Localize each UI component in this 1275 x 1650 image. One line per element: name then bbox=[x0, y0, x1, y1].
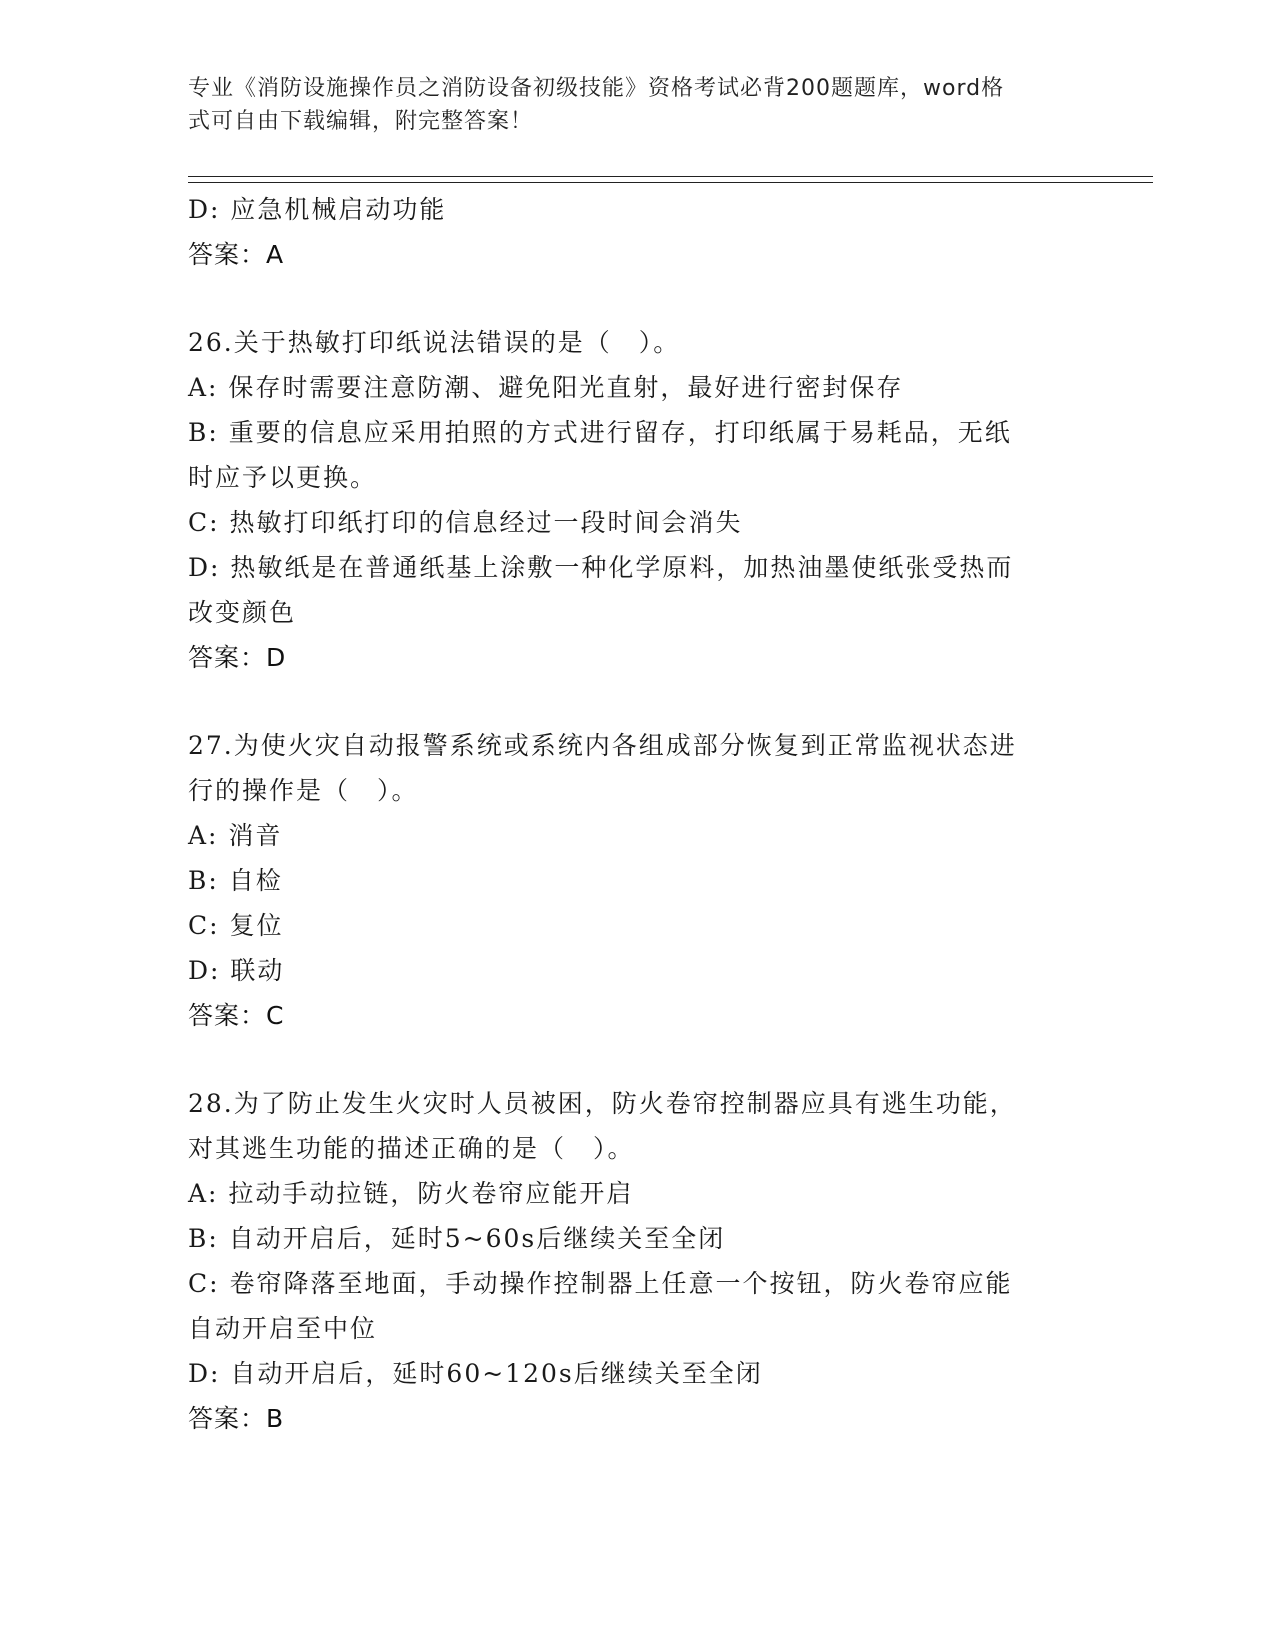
option-d: D: 联动 bbox=[188, 956, 285, 985]
header-line-2: 式可自由下载编辑，附完整答案！ bbox=[188, 109, 534, 134]
option-d: D: 应急机械启动功能 bbox=[188, 195, 447, 224]
option-c-continued: 自动开启至中位 bbox=[188, 1314, 378, 1343]
question-26 bbox=[188, 320, 1088, 681]
option-d-continued: 改变颜色 bbox=[188, 598, 297, 627]
page-header bbox=[188, 72, 1068, 138]
question-list bbox=[188, 187, 1088, 1442]
option-b: B: 自动开启后，延时5~60s后继续关至全闭 bbox=[188, 1224, 726, 1253]
spacer bbox=[188, 1039, 1088, 1081]
answer: 答案：A bbox=[188, 240, 285, 269]
option-a: A: 拉动手动拉链，防火卷帘应能开启 bbox=[188, 1179, 634, 1208]
question-stem-line: 27.为使火灾自动报警系统或系统内各组成部分恢复到正常监视状态进 bbox=[188, 731, 1017, 760]
answer: 答案：C bbox=[188, 1001, 285, 1030]
answer: 答案：D bbox=[188, 643, 287, 672]
option-a: A: 消音 bbox=[188, 821, 283, 850]
option-d: D: 热敏纸是在普通纸基上涂敷一种化学原料，加热油墨使纸张受热而 bbox=[188, 553, 1014, 582]
spacer bbox=[188, 278, 1088, 320]
option-b: B: 重要的信息应采用拍照的方式进行留存，打印纸属于易耗品，无纸 bbox=[188, 418, 1012, 447]
header-line-1: 专业《消防设施操作员之消防设备初级技能》资格考试必背200题题库，word格 bbox=[188, 76, 1005, 101]
previous-question-tail bbox=[188, 187, 1088, 278]
option-c: C: 热敏打印纸打印的信息经过一段时间会消失 bbox=[188, 508, 743, 537]
option-c: C: 卷帘降落至地面，手动操作控制器上任意一个按钮，防火卷帘应能 bbox=[188, 1269, 1013, 1298]
question-27 bbox=[188, 723, 1088, 1039]
option-b-continued: 时应予以更换。 bbox=[188, 463, 378, 492]
question-stem-line: 行的操作是（ ）。 bbox=[188, 776, 419, 805]
option-b: B: 自检 bbox=[188, 866, 283, 895]
question-28 bbox=[188, 1081, 1088, 1442]
answer: 答案：B bbox=[188, 1404, 285, 1433]
question-stem-line: 28.为了防止发生火灾时人员被困，防火卷帘控制器应具有逃生功能， bbox=[188, 1089, 1017, 1118]
question-stem-line: 对其逃生功能的描述正确的是（ ）。 bbox=[188, 1134, 635, 1163]
option-d: D: 自动开启后，延时60~120s后继续关至全闭 bbox=[188, 1359, 763, 1388]
option-a: A: 保存时需要注意防潮、避免阳光直射，最好进行密封保存 bbox=[188, 373, 904, 402]
spacer bbox=[188, 681, 1088, 723]
question-stem-line: 26.关于热敏打印纸说法错误的是（ ）。 bbox=[188, 328, 681, 357]
header-divider bbox=[188, 176, 1153, 183]
option-c: C: 复位 bbox=[188, 911, 284, 940]
